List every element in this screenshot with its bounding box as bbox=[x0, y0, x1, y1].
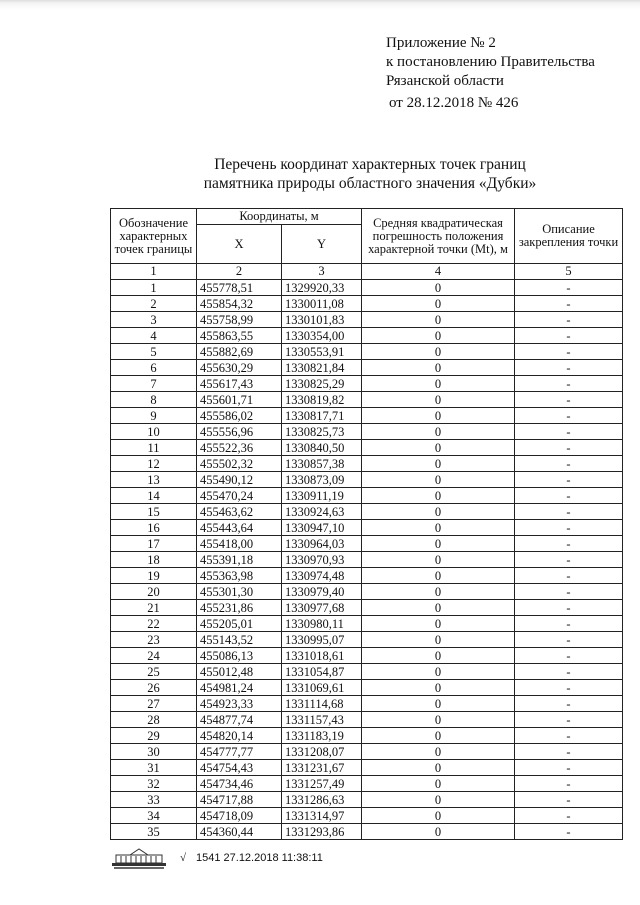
fixation-description: - bbox=[515, 424, 623, 440]
fixation-description: - bbox=[515, 536, 623, 552]
point-number: 20 bbox=[111, 584, 197, 600]
coord-y: 1331286,63 bbox=[282, 792, 362, 808]
coord-x: 454777,77 bbox=[197, 744, 282, 760]
fixation-description: - bbox=[515, 824, 623, 840]
table-row bbox=[111, 488, 623, 504]
document-title bbox=[0, 155, 640, 193]
point-number: 3 bbox=[111, 312, 197, 328]
point-number: 25 bbox=[111, 664, 197, 680]
coord-x: 455418,00 bbox=[197, 536, 282, 552]
table-row bbox=[111, 792, 623, 808]
coord-y: 1330980,11 bbox=[282, 616, 362, 632]
point-number: 29 bbox=[111, 728, 197, 744]
coord-x: 454717,88 bbox=[197, 792, 282, 808]
mean-error: 0 bbox=[362, 824, 515, 840]
coord-x: 455086,13 bbox=[197, 648, 282, 664]
mean-error: 0 bbox=[362, 408, 515, 424]
fixation-description: - bbox=[515, 376, 623, 392]
point-number: 30 bbox=[111, 744, 197, 760]
coord-x: 455854,32 bbox=[197, 296, 282, 312]
coord-y: 1331157,43 bbox=[282, 712, 362, 728]
footer-checkmark: √ bbox=[180, 852, 187, 864]
point-number: 27 bbox=[111, 696, 197, 712]
appendix-line-4: от 28.12.2018 № 426 bbox=[389, 95, 519, 111]
point-number: 33 bbox=[111, 792, 197, 808]
coord-x: 455882,69 bbox=[197, 344, 282, 360]
coord-x: 455012,48 bbox=[197, 664, 282, 680]
coord-y: 1331257,49 bbox=[282, 776, 362, 792]
coord-x: 454734,46 bbox=[197, 776, 282, 792]
column-number: 3 bbox=[282, 264, 362, 280]
coord-y: 1330979,40 bbox=[282, 584, 362, 600]
coord-y: 1330970,93 bbox=[282, 552, 362, 568]
point-number: 6 bbox=[111, 360, 197, 376]
mean-error: 0 bbox=[362, 760, 515, 776]
mean-error: 0 bbox=[362, 664, 515, 680]
title-line-2: памятника природы областного значения «Дубки» bbox=[203, 175, 537, 192]
point-number: 28 bbox=[111, 712, 197, 728]
table-row bbox=[111, 296, 623, 312]
table-row bbox=[111, 744, 623, 760]
coord-y: 1331069,61 bbox=[282, 680, 362, 696]
column-number: 2 bbox=[197, 264, 282, 280]
table-row bbox=[111, 328, 623, 344]
coord-x: 455205,01 bbox=[197, 616, 282, 632]
coord-x: 455502,32 bbox=[197, 456, 282, 472]
coord-x: 455301,30 bbox=[197, 584, 282, 600]
table-row bbox=[111, 600, 623, 616]
point-number: 1 bbox=[111, 280, 197, 296]
mean-error: 0 bbox=[362, 808, 515, 824]
fixation-description: - bbox=[515, 792, 623, 808]
table-row bbox=[111, 440, 623, 456]
title-line-1: Перечень координат характерных точек границ bbox=[214, 156, 526, 173]
point-number: 2 bbox=[111, 296, 197, 312]
fixation-description: - bbox=[515, 760, 623, 776]
coord-y: 1331293,86 bbox=[282, 824, 362, 840]
point-number: 10 bbox=[111, 424, 197, 440]
coord-y: 1331114,68 bbox=[282, 696, 362, 712]
mean-error: 0 bbox=[362, 456, 515, 472]
mean-error: 0 bbox=[362, 792, 515, 808]
mean-error: 0 bbox=[362, 312, 515, 328]
point-number: 24 bbox=[111, 648, 197, 664]
fixation-description: - bbox=[515, 312, 623, 328]
mean-error: 0 bbox=[362, 424, 515, 440]
fixation-description: - bbox=[515, 632, 623, 648]
table-row bbox=[111, 552, 623, 568]
coord-x: 455758,99 bbox=[197, 312, 282, 328]
coord-x: 455630,29 bbox=[197, 360, 282, 376]
column-number: 1 bbox=[111, 264, 197, 280]
coord-y: 1331314,97 bbox=[282, 808, 362, 824]
coord-y: 1330873,09 bbox=[282, 472, 362, 488]
table-row bbox=[111, 648, 623, 664]
mean-error: 0 bbox=[362, 536, 515, 552]
coord-x: 454820,14 bbox=[197, 728, 282, 744]
point-number: 34 bbox=[111, 808, 197, 824]
table-body bbox=[111, 280, 623, 840]
fixation-description: - bbox=[515, 472, 623, 488]
fixation-description: - bbox=[515, 584, 623, 600]
coord-y: 1330819,82 bbox=[282, 392, 362, 408]
point-number: 11 bbox=[111, 440, 197, 456]
coord-y: 1330911,19 bbox=[282, 488, 362, 504]
table-row bbox=[111, 280, 623, 296]
fixation-description: - bbox=[515, 696, 623, 712]
table-row bbox=[111, 424, 623, 440]
coord-x: 455231,86 bbox=[197, 600, 282, 616]
coord-x: 455391,18 bbox=[197, 552, 282, 568]
point-number: 23 bbox=[111, 632, 197, 648]
table-row bbox=[111, 664, 623, 680]
fixation-description: - bbox=[515, 456, 623, 472]
fixation-description: - bbox=[515, 600, 623, 616]
coord-y: 1330964,03 bbox=[282, 536, 362, 552]
fixation-description: - bbox=[515, 552, 623, 568]
fixation-description: - bbox=[515, 440, 623, 456]
mean-error: 0 bbox=[362, 712, 515, 728]
point-number: 21 bbox=[111, 600, 197, 616]
coord-x: 455470,24 bbox=[197, 488, 282, 504]
table-row bbox=[111, 344, 623, 360]
fixation-description: - bbox=[515, 728, 623, 744]
coord-y: 1330825,29 bbox=[282, 376, 362, 392]
coord-x: 454877,74 bbox=[197, 712, 282, 728]
mean-error: 0 bbox=[362, 296, 515, 312]
coord-y: 1330924,63 bbox=[282, 504, 362, 520]
fixation-description: - bbox=[515, 680, 623, 696]
coord-y: 1329920,33 bbox=[282, 280, 362, 296]
coord-x: 454360,44 bbox=[197, 824, 282, 840]
building-stamp-icon bbox=[110, 848, 168, 870]
fixation-description: - bbox=[515, 296, 623, 312]
fixation-description: - bbox=[515, 488, 623, 504]
appendix-line-3: Рязанской области bbox=[386, 73, 504, 89]
mean-error: 0 bbox=[362, 360, 515, 376]
fixation-description: - bbox=[515, 328, 623, 344]
column-number: 4 bbox=[362, 264, 515, 280]
coord-y: 1330354,00 bbox=[282, 328, 362, 344]
mean-error: 0 bbox=[362, 392, 515, 408]
coord-x: 455778,51 bbox=[197, 280, 282, 296]
coord-x: 455556,96 bbox=[197, 424, 282, 440]
table-row bbox=[111, 360, 623, 376]
point-number: 8 bbox=[111, 392, 197, 408]
point-number: 4 bbox=[111, 328, 197, 344]
mean-error: 0 bbox=[362, 680, 515, 696]
coord-x: 454981,24 bbox=[197, 680, 282, 696]
coord-y: 1331054,87 bbox=[282, 664, 362, 680]
header-x: X bbox=[197, 225, 282, 264]
mean-error: 0 bbox=[362, 696, 515, 712]
point-number: 35 bbox=[111, 824, 197, 840]
coord-x: 455522,36 bbox=[197, 440, 282, 456]
table-row bbox=[111, 824, 623, 840]
table-row bbox=[111, 632, 623, 648]
mean-error: 0 bbox=[362, 488, 515, 504]
coord-y: 1330825,73 bbox=[282, 424, 362, 440]
coord-y: 1331231,67 bbox=[282, 760, 362, 776]
point-number: 15 bbox=[111, 504, 197, 520]
table-row bbox=[111, 392, 623, 408]
scan-top-edge bbox=[0, 0, 640, 12]
fixation-description: - bbox=[515, 744, 623, 760]
mean-error: 0 bbox=[362, 472, 515, 488]
table-row bbox=[111, 808, 623, 824]
table-row bbox=[111, 728, 623, 744]
coord-x: 454923,33 bbox=[197, 696, 282, 712]
mean-error: 0 bbox=[362, 520, 515, 536]
coord-y: 1331208,07 bbox=[282, 744, 362, 760]
header-description: Описание закрепления точки bbox=[515, 209, 623, 264]
mean-error: 0 bbox=[362, 616, 515, 632]
coord-y: 1330995,07 bbox=[282, 632, 362, 648]
coord-x: 455490,12 bbox=[197, 472, 282, 488]
header-error: Средняя квадратическая погрешность положения характерной точки (Mt), м bbox=[362, 209, 515, 264]
table-row bbox=[111, 712, 623, 728]
point-number: 7 bbox=[111, 376, 197, 392]
coord-y: 1330857,38 bbox=[282, 456, 362, 472]
coordinates-table bbox=[110, 208, 623, 840]
coord-y: 1331183,19 bbox=[282, 728, 362, 744]
table-row bbox=[111, 760, 623, 776]
fixation-description: - bbox=[515, 280, 623, 296]
fixation-description: - bbox=[515, 568, 623, 584]
table-row bbox=[111, 408, 623, 424]
coord-x: 455363,98 bbox=[197, 568, 282, 584]
mean-error: 0 bbox=[362, 504, 515, 520]
appendix-line-1: Приложение № 2 bbox=[386, 35, 496, 51]
table-row bbox=[111, 680, 623, 696]
point-number: 14 bbox=[111, 488, 197, 504]
coord-y: 1331018,61 bbox=[282, 648, 362, 664]
mean-error: 0 bbox=[362, 328, 515, 344]
coord-x: 454754,43 bbox=[197, 760, 282, 776]
mean-error: 0 bbox=[362, 728, 515, 744]
table-row bbox=[111, 520, 623, 536]
mean-error: 0 bbox=[362, 648, 515, 664]
appendix-header bbox=[386, 34, 595, 113]
coord-y: 1330840,50 bbox=[282, 440, 362, 456]
fixation-description: - bbox=[515, 616, 623, 632]
point-number: 32 bbox=[111, 776, 197, 792]
table-row bbox=[111, 616, 623, 632]
point-number: 5 bbox=[111, 344, 197, 360]
coord-x: 454718,09 bbox=[197, 808, 282, 824]
fixation-description: - bbox=[515, 712, 623, 728]
point-number: 17 bbox=[111, 536, 197, 552]
coord-y: 1330821,84 bbox=[282, 360, 362, 376]
point-number: 9 bbox=[111, 408, 197, 424]
coord-y: 1330977,68 bbox=[282, 600, 362, 616]
table-row bbox=[111, 312, 623, 328]
table-row bbox=[111, 504, 623, 520]
mean-error: 0 bbox=[362, 776, 515, 792]
fixation-description: - bbox=[515, 360, 623, 376]
coord-x: 455586,02 bbox=[197, 408, 282, 424]
table-row bbox=[111, 584, 623, 600]
mean-error: 0 bbox=[362, 280, 515, 296]
table-row bbox=[111, 456, 623, 472]
mean-error: 0 bbox=[362, 568, 515, 584]
coord-x: 455443,64 bbox=[197, 520, 282, 536]
point-number: 22 bbox=[111, 616, 197, 632]
coord-y: 1330947,10 bbox=[282, 520, 362, 536]
coord-x: 455617,43 bbox=[197, 376, 282, 392]
point-number: 26 bbox=[111, 680, 197, 696]
coord-y: 1330101,83 bbox=[282, 312, 362, 328]
point-number: 19 bbox=[111, 568, 197, 584]
point-number: 13 bbox=[111, 472, 197, 488]
header-designation: Обозначение характерных точек границы bbox=[111, 209, 197, 264]
column-number: 5 bbox=[515, 264, 623, 280]
table-row bbox=[111, 776, 623, 792]
mean-error: 0 bbox=[362, 376, 515, 392]
point-number: 12 bbox=[111, 456, 197, 472]
coord-y: 1330553,91 bbox=[282, 344, 362, 360]
appendix-line-2: к постановлению Правительства bbox=[386, 54, 595, 70]
table-row bbox=[111, 536, 623, 552]
mean-error: 0 bbox=[362, 440, 515, 456]
fixation-description: - bbox=[515, 520, 623, 536]
registration-stamp-text: 1541 27.12.2018 11:38:11 bbox=[196, 852, 323, 864]
fixation-description: - bbox=[515, 808, 623, 824]
header-coordinates: Координаты, м bbox=[197, 209, 362, 225]
mean-error: 0 bbox=[362, 552, 515, 568]
coord-x: 455143,52 bbox=[197, 632, 282, 648]
fixation-description: - bbox=[515, 392, 623, 408]
fixation-description: - bbox=[515, 776, 623, 792]
table-row bbox=[111, 376, 623, 392]
fixation-description: - bbox=[515, 344, 623, 360]
mean-error: 0 bbox=[362, 584, 515, 600]
table-row bbox=[111, 472, 623, 488]
coord-x: 455463,62 bbox=[197, 504, 282, 520]
point-number: 31 bbox=[111, 760, 197, 776]
coord-x: 455863,55 bbox=[197, 328, 282, 344]
coord-y: 1330817,71 bbox=[282, 408, 362, 424]
table-header bbox=[111, 209, 623, 280]
fixation-description: - bbox=[515, 408, 623, 424]
mean-error: 0 bbox=[362, 744, 515, 760]
point-number: 18 bbox=[111, 552, 197, 568]
header-y: Y bbox=[282, 225, 362, 264]
mean-error: 0 bbox=[362, 632, 515, 648]
fixation-description: - bbox=[515, 648, 623, 664]
table-row bbox=[111, 568, 623, 584]
coord-y: 1330974,48 bbox=[282, 568, 362, 584]
fixation-description: - bbox=[515, 664, 623, 680]
mean-error: 0 bbox=[362, 600, 515, 616]
table-row bbox=[111, 696, 623, 712]
coord-y: 1330011,08 bbox=[282, 296, 362, 312]
fixation-description: - bbox=[515, 504, 623, 520]
coord-x: 455601,71 bbox=[197, 392, 282, 408]
mean-error: 0 bbox=[362, 344, 515, 360]
point-number: 16 bbox=[111, 520, 197, 536]
